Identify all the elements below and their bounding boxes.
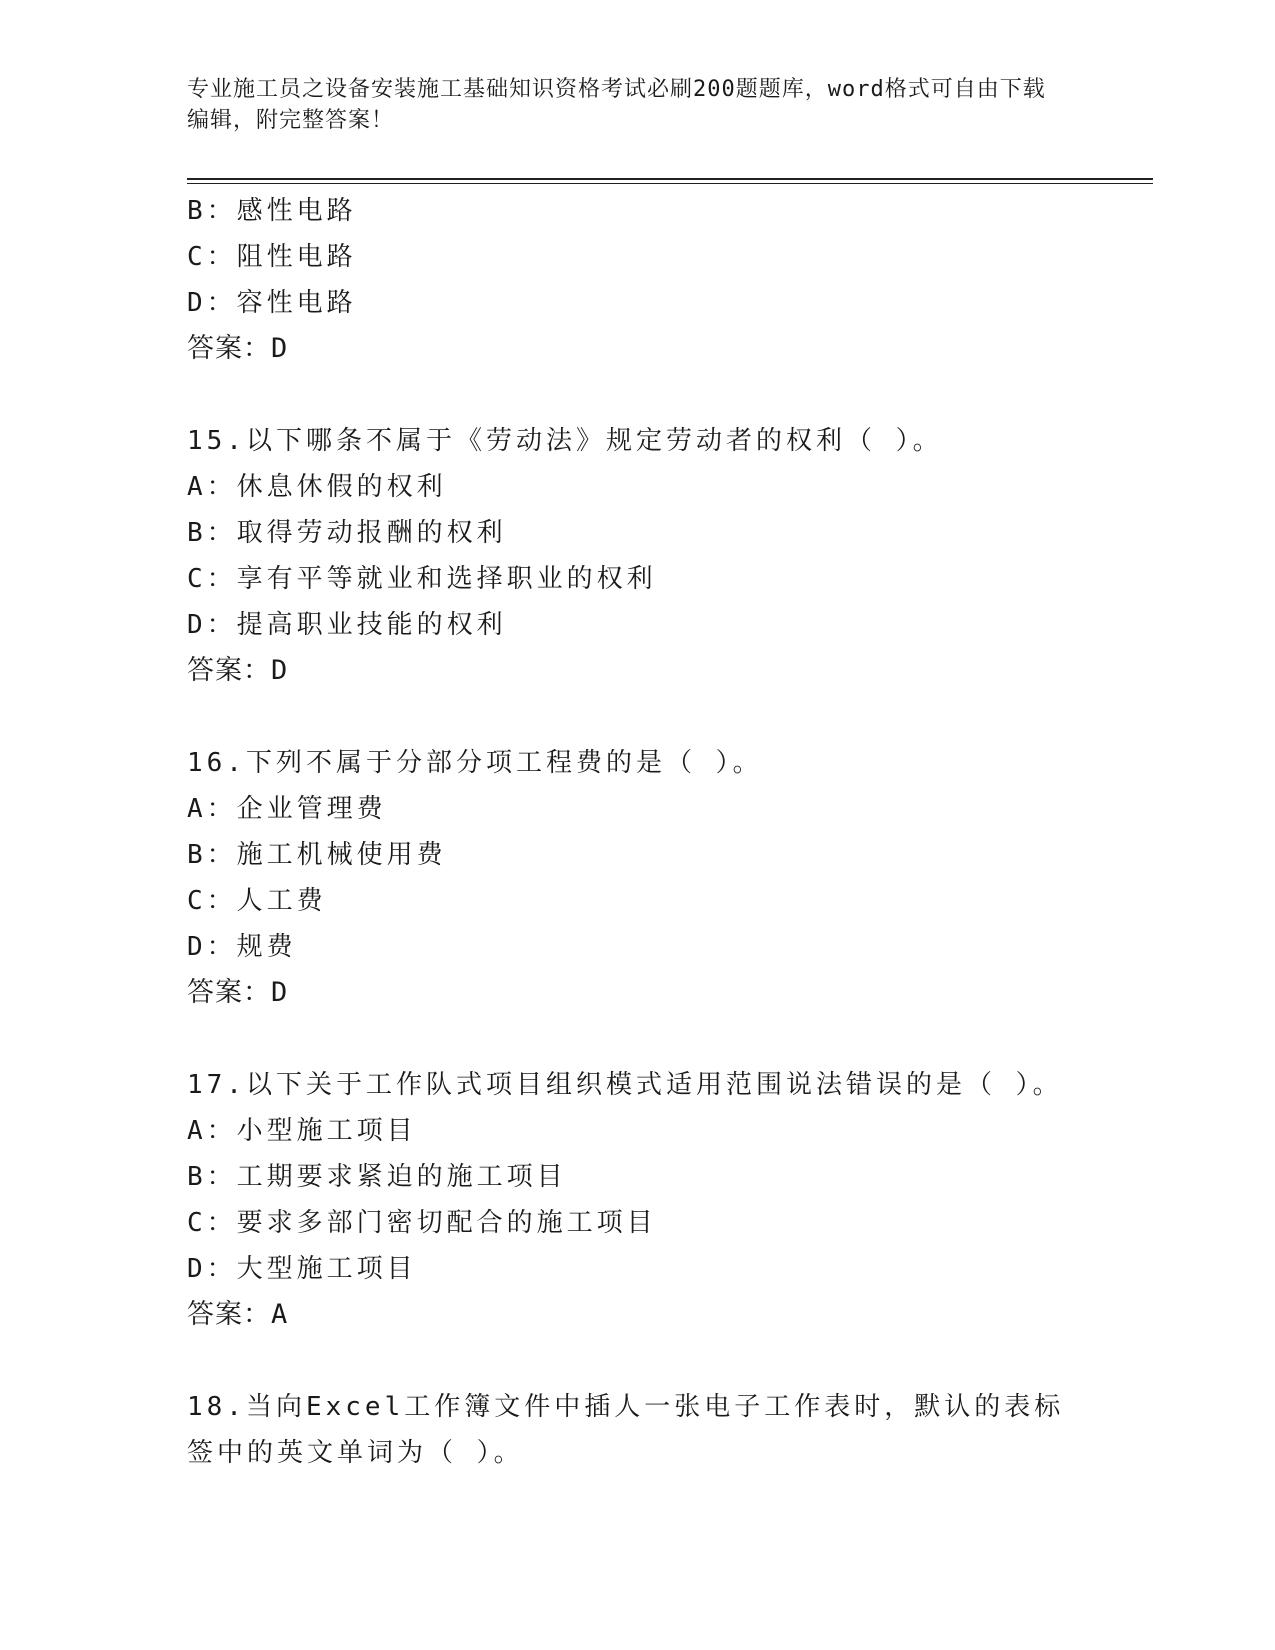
option-a: A：小型施工项目 [187, 1116, 417, 1146]
answer-line: 答案：D [187, 655, 289, 686]
document-header-title: 专业施工员之设备安装施工基础知识资格考试必刷200题题库，word格式可自由下载编辑，附完整答案！ [187, 77, 1046, 133]
question-block-17 [187, 1062, 1107, 1338]
question-stem: 15.以下哪条不属于《劳动法》规定劳动者的权利（ ）。 [187, 426, 943, 456]
option-c: C：阻性电路 [187, 242, 357, 272]
option-b: B：施工机械使用费 [187, 840, 447, 870]
option-c: C：人工费 [187, 886, 327, 916]
answer-line: 答案：A [187, 1299, 289, 1330]
question-list [187, 188, 1107, 1476]
question-block-15 [187, 418, 1107, 694]
option-a: A：企业管理费 [187, 794, 387, 824]
option-d: D：提高职业技能的权利 [187, 610, 507, 640]
header-divider-thin [187, 183, 1153, 184]
answer-line: 答案：D [187, 977, 289, 1008]
question-block-16 [187, 740, 1107, 1016]
header-divider-thick [187, 178, 1153, 180]
option-b: B：工期要求紧迫的施工项目 [187, 1162, 567, 1192]
question-stem: 17.以下关于工作队式项目组织模式适用范围说法错误的是（ ）。 [187, 1070, 1063, 1100]
option-b: B：感性电路 [187, 196, 357, 226]
question-block-14 [187, 188, 1107, 372]
option-a: A：休息休假的权利 [187, 472, 447, 502]
option-d: D：大型施工项目 [187, 1254, 417, 1284]
option-b: B：取得劳动报酬的权利 [187, 518, 507, 548]
question-stem: 16.下列不属于分部分项工程费的是（ ）。 [187, 748, 763, 778]
option-d: D：规费 [187, 932, 297, 962]
question-stem: 18.当向Excel工作簿文件中插人一张电子工作表时，默认的表标签中的英文单词为（ ）。 [187, 1392, 1065, 1468]
option-c: C：享有平等就业和选择职业的权利 [187, 564, 657, 594]
option-c: C：要求多部门密切配合的施工项目 [187, 1208, 657, 1238]
question-block-18 [187, 1384, 1107, 1476]
option-d: D：容性电路 [187, 288, 357, 318]
answer-line: 答案：D [187, 333, 289, 364]
